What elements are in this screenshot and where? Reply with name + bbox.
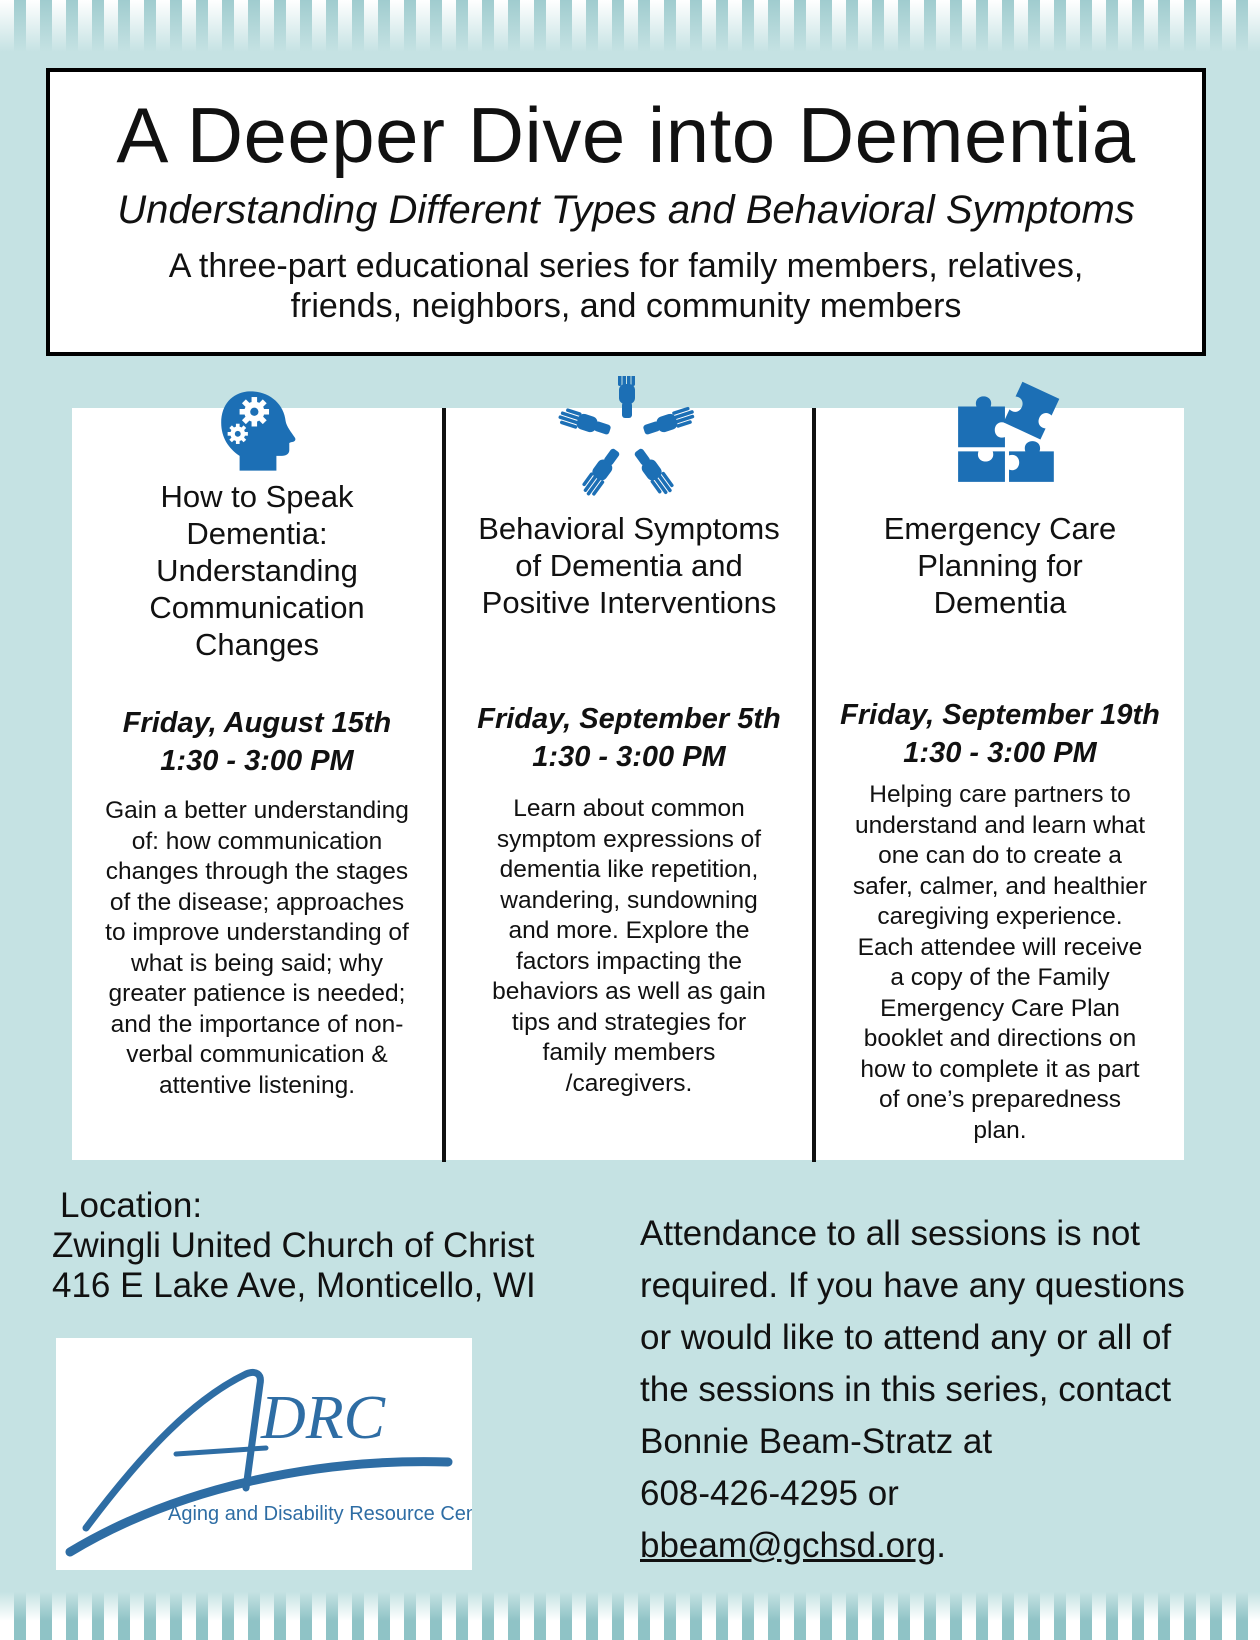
title-line: Positive Interventions	[481, 585, 777, 620]
title-line: Dementia:	[186, 516, 328, 551]
desc-line: Gain a better understanding	[105, 797, 409, 824]
email-suffix: .	[936, 1526, 946, 1565]
desc-line: what is being said; why	[131, 949, 383, 977]
desc-line: safer, calmer, and healthier	[852, 872, 1148, 900]
column-divider	[442, 408, 446, 1162]
desc-line: dementia like repetition,	[499, 856, 759, 883]
contact-line: or would like to attend any or all of	[640, 1318, 1172, 1357]
location-label: Location:	[60, 1186, 203, 1225]
contact-info	[640, 1208, 1240, 1572]
location-address: 416 E Lake Ave, Monticello, WI	[52, 1266, 536, 1305]
contact-line: Bonnie Beam-Stratz at	[640, 1422, 993, 1461]
hands-circle-icon	[557, 376, 697, 496]
title-line: How to Speak	[160, 479, 354, 514]
adrc-logo-graphic	[56, 1338, 472, 1570]
adrc-logo	[56, 1338, 472, 1570]
desc-line: understand and learn what	[854, 811, 1146, 839]
desc-line: how to complete it as part	[860, 1055, 1140, 1083]
contact-line: required. If you have any questions	[640, 1266, 1185, 1305]
desc-line: Learn about common	[513, 795, 745, 822]
desc-line: booklet and directions on	[863, 1025, 1137, 1052]
page-subtitle: Understanding Different Types and Behavioral Symptoms	[117, 188, 1135, 232]
sessions-panel	[72, 408, 1184, 1160]
contact-line: Attendance to all sessions is not	[640, 1214, 1141, 1253]
desc-line: behaviors as well as gain	[492, 978, 766, 1005]
head-gears-icon	[212, 386, 304, 478]
location-name: Zwingli United Church of Christ	[52, 1226, 535, 1265]
session-2	[446, 408, 812, 1160]
session-description	[72, 796, 442, 1101]
desc-line: plan.	[973, 1116, 1027, 1144]
location-block	[52, 1186, 536, 1306]
desc-line: family members	[542, 1039, 716, 1066]
page-title: A Deeper Dive into Dementia	[116, 91, 1136, 179]
desc-line: wandering, sundowning	[500, 886, 758, 914]
session-time: 1:30 - 3:00 PM	[903, 737, 1097, 769]
desc-line: caregiving experience.	[877, 903, 1123, 930]
column-divider	[812, 408, 816, 1162]
session-title	[72, 478, 442, 663]
desc-line: changes through the stages	[105, 858, 409, 885]
session-title	[446, 510, 812, 621]
logo-tagline: Aging and Disability Resource Center	[168, 1503, 472, 1525]
contact-line: the sessions in this series, contact	[640, 1370, 1172, 1409]
session-date: Friday, September 19th	[840, 699, 1160, 731]
desc-line: greater patience is needed;	[108, 980, 406, 1007]
series-line: A three-part educational series for family members, relatives,	[168, 247, 1084, 285]
desc-line: verbal communication &	[126, 1041, 388, 1068]
email-line	[640, 1520, 1240, 1572]
puzzle-pieces-icon	[952, 376, 1064, 488]
top-stripe-border	[0, 0, 1260, 52]
title-line: Understanding	[156, 553, 358, 588]
desc-line: Helping care partners to	[869, 781, 1131, 808]
desc-line: of one’s preparedness	[879, 1086, 1121, 1113]
desc-line: a copy of the Family	[890, 964, 1110, 991]
desc-line: /caregivers.	[565, 1069, 693, 1097]
desc-line: attentive listening.	[158, 1071, 356, 1099]
title-line: of Dementia and	[515, 548, 743, 583]
email-link[interactable]: bbeam@gchsd.org	[640, 1526, 937, 1565]
desc-line: Each attendee will receive	[857, 933, 1143, 961]
desc-line: one can do to create a	[878, 842, 1122, 869]
session-description	[816, 780, 1184, 1146]
desc-line: tips and strategies for	[511, 1008, 747, 1036]
title-line: Behavioral Symptoms	[478, 511, 780, 546]
session-1	[72, 408, 442, 1160]
session-description	[446, 794, 812, 1099]
desc-line: Emergency Care Plan	[880, 994, 1120, 1022]
title-line: Planning for	[917, 548, 1083, 583]
desc-line: symptom expressions of	[496, 825, 762, 853]
desc-line: of the disease; approaches	[109, 888, 405, 916]
desc-line: factors impacting the	[515, 947, 743, 975]
session-time: 1:30 - 3:00 PM	[160, 745, 354, 777]
session-title	[816, 510, 1184, 621]
session-datetime	[446, 700, 812, 776]
desc-line: of: how communication	[131, 827, 383, 855]
session-datetime	[816, 696, 1184, 772]
series-description	[50, 246, 1202, 326]
session-date: Friday, September 5th	[477, 703, 781, 735]
session-datetime	[72, 704, 442, 780]
title-line: Communication	[149, 590, 365, 625]
contact-line: 608-426-4295 or	[640, 1474, 899, 1513]
title-line: Emergency Care	[883, 511, 1117, 546]
session-3	[816, 408, 1184, 1160]
title-line: Changes	[194, 627, 320, 662]
series-line: friends, neighbors, and community members	[290, 287, 962, 325]
session-date: Friday, August 15th	[122, 707, 392, 739]
desc-line: and more. Explore the	[508, 917, 750, 944]
title-box	[46, 68, 1206, 356]
logo-letters: DRC	[261, 1384, 385, 1452]
session-time: 1:30 - 3:00 PM	[532, 741, 726, 773]
desc-line: to improve understanding of	[105, 919, 409, 946]
desc-line: and the importance of non-	[110, 1010, 404, 1038]
title-line: Dementia	[933, 585, 1067, 620]
bottom-stripe-border	[0, 1592, 1260, 1640]
